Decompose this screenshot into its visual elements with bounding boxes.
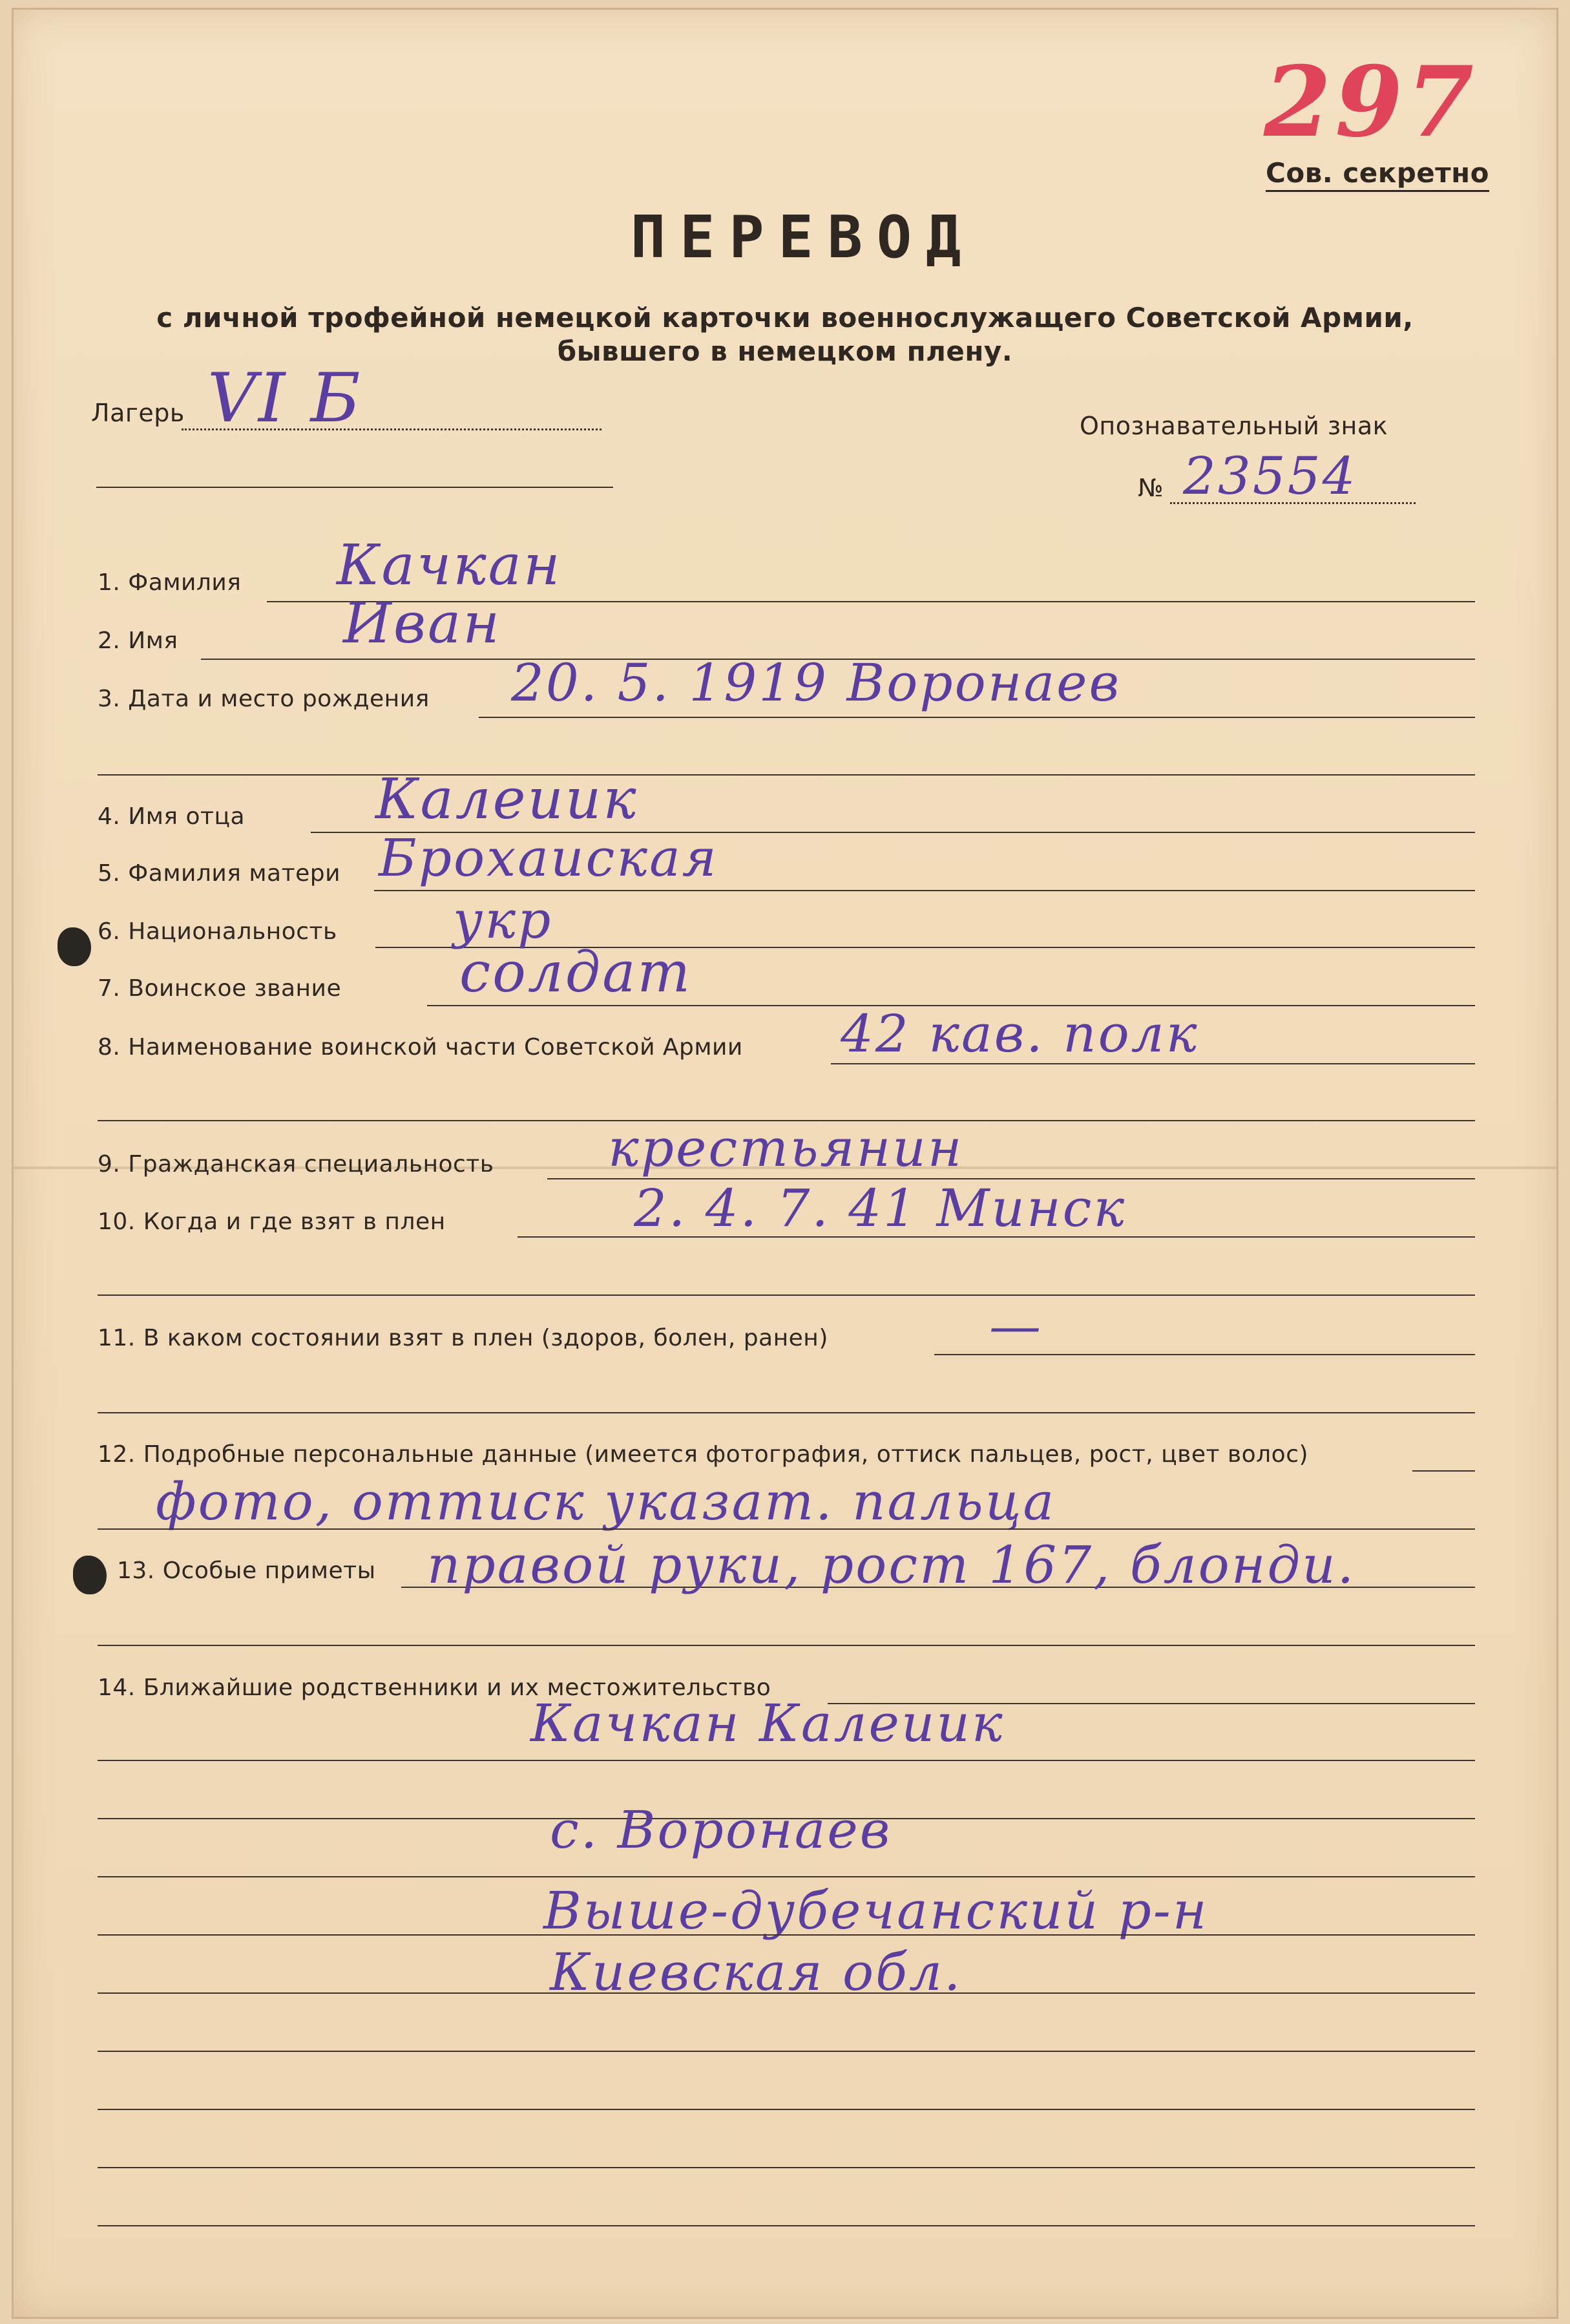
blank-line-3	[98, 1876, 1475, 1877]
relatives-line-1: Качкан Калеиик	[530, 1693, 1005, 1753]
field-surname-label: 1. Фамилия	[98, 569, 242, 596]
relatives-line-3: Выше-дубечанский р-н	[543, 1881, 1209, 1941]
field-captured-label: 10. Когда и где взят в плен	[98, 1209, 446, 1235]
field-relatives-label: 14. Ближайшие родственники и их местожительство	[98, 1674, 771, 1701]
field-condition-extra-line	[98, 1412, 1475, 1413]
relatives-line-4: Киевская обл.	[550, 1942, 963, 2002]
field-personal-data-value: фото, оттиск указат. пальца	[156, 1472, 1056, 1532]
field-captured-value: 2. 4. 7. 41 Минск	[634, 1178, 1127, 1238]
field-condition-value: —	[989, 1296, 1043, 1356]
field-condition-label: 11. В каком состоянии взят в плен (здоров, болен, ранен)	[98, 1325, 828, 1351]
relatives-line-2: с. Воронаев	[550, 1800, 892, 1860]
subtitle-line-1: с личной трофейной немецкой карточки военнослужащего Советской Армии,	[156, 302, 1414, 333]
field-nationality-value: укр	[453, 890, 553, 950]
punch-hole-bottom	[73, 1556, 107, 1594]
field-surname-value: Качкан	[337, 533, 562, 598]
field-features-extra-line	[98, 1645, 1475, 1646]
field-birth-extra-line	[98, 774, 1475, 776]
field-unit-label: 8. Наименование воинской части Советской Армии	[98, 1034, 743, 1061]
blank-line-9	[98, 2225, 1475, 2226]
field-profession-label: 9. Гражданская специальность	[98, 1151, 494, 1178]
field-mother-label: 5. Фамилия матери	[98, 860, 340, 887]
field-personal-data-line	[1412, 1470, 1475, 1472]
blank-line-6	[98, 2051, 1475, 2052]
field-features-value: правой руки, рост 167, блонди.	[427, 1535, 1356, 1595]
field-father-value: Калеиик	[375, 767, 638, 832]
field-mother-value: Брохаиская	[379, 828, 718, 888]
camp-value: VI Б	[207, 359, 362, 438]
blank-line-5	[98, 1992, 1475, 1994]
camp-extra-line	[96, 487, 613, 488]
field-name-label: 2. Имя	[98, 628, 178, 654]
field-birth-value: 20. 5. 1919 Воронаев	[511, 653, 1122, 713]
red-ink-number: 297	[1264, 45, 1478, 159]
camp-label: Лагерь	[91, 399, 185, 427]
subtitle-line-2: бывшего в немецком плену.	[557, 335, 1013, 367]
field-nationality-label: 6. Национальность	[98, 918, 337, 945]
field-unit-value: 42 кав. полк	[841, 1004, 1199, 1064]
field-captured-extra-line	[98, 1294, 1475, 1296]
field-personal-data-label: 12. Подробные персональные данные (имеется фотография, оттиск пальцев, рост, цвет волос)	[98, 1441, 1309, 1468]
field-profession-value: крестьянин	[608, 1118, 964, 1178]
id-tag-value: 23554	[1183, 446, 1357, 506]
blank-line-4	[98, 1934, 1475, 1936]
classification-mark: Сов. секретно	[1266, 157, 1489, 192]
field-birth-line	[479, 717, 1475, 718]
punch-hole-top	[58, 927, 91, 966]
form-sheet	[12, 8, 1558, 2319]
field-name-value: Иван	[343, 591, 501, 656]
blank-line-7	[98, 2109, 1475, 2110]
field-father-label: 4. Имя отца	[98, 803, 246, 830]
field-rank-value: солдат	[459, 940, 693, 1005]
blank-line-1	[98, 1760, 1475, 1761]
id-tag-number-prefix: №	[1138, 474, 1164, 502]
blank-line-8	[98, 2167, 1475, 2168]
field-personal-data-extra-line	[98, 1528, 1475, 1530]
field-rank-label: 7. Воинское звание	[98, 975, 342, 1002]
id-tag-label: Опознавательный знак	[1080, 412, 1388, 440]
field-features-label: 13. Особые приметы	[117, 1558, 376, 1584]
page-title: ПЕРЕВОД	[631, 204, 976, 271]
field-birth-label: 3. Дата и место рождения	[98, 686, 430, 712]
